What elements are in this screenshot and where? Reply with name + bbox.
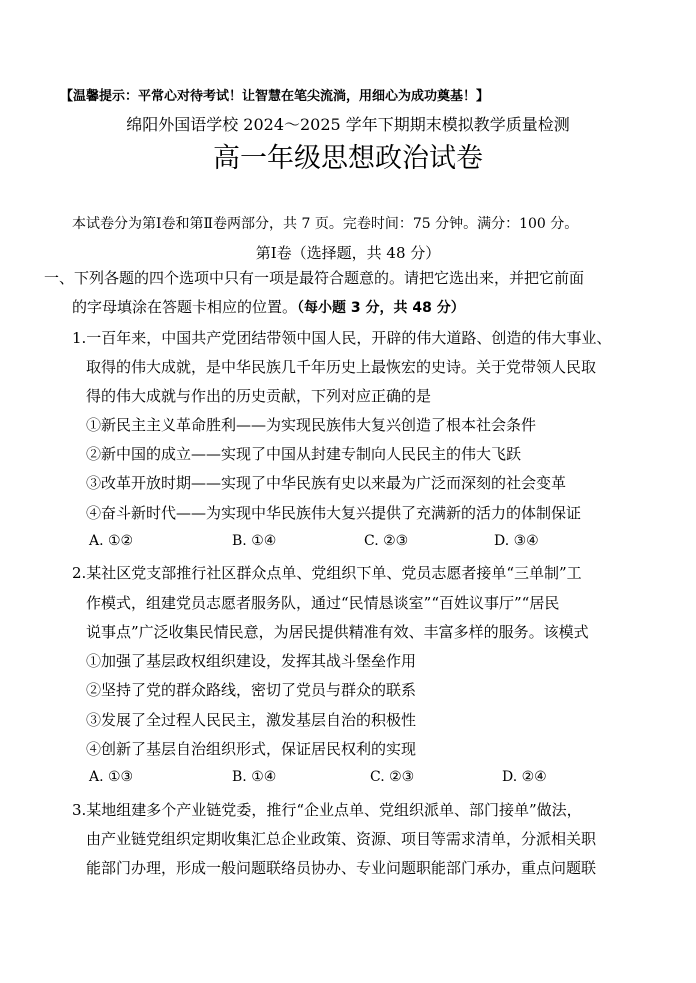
q1-item-3: ③改革开放时期——实现了中华民族有史以来最为广泛而深刻的社会变革 xyxy=(86,474,567,492)
q1-item-2: ②新中国的成立——实现了中国从封建专制向人民民主的伟大飞跃 xyxy=(86,445,522,463)
q3-stem-line1: 3.某地组建多个产业链党委，推行“企业点单、党组织派单、部门接单”做法， xyxy=(72,801,582,819)
section-instruction-line1: 一、下列各题的四个选项中只有一项是最符合题意的。请把它选出来，并把它前面 xyxy=(44,269,585,287)
q2-stem-line1: 2.某社区党支部推行社区群众点单、党组织下单、党员志愿者接单“三单制”工 xyxy=(72,564,582,582)
q3-stem-line3: 能部门办理，形成一般问题联络员协办、专业问题职能部门承办，重点问题联 xyxy=(86,859,597,877)
q2-item-2: ②坚持了党的群众路线，密切了党员与群众的联系 xyxy=(86,681,417,699)
q1-option-c: C. ②③ xyxy=(364,533,409,549)
section-instruction-line2 xyxy=(72,296,465,317)
q1-option-a: A. ①② xyxy=(89,533,134,549)
q1-stem-line2: 取得的伟大成就，是中华民族几千年历史上最恢宏的史诗。关于党带领人民取 xyxy=(86,358,597,376)
exam-intro: 本试卷分为第Ⅰ卷和第Ⅱ卷两部分，共 7 页。完卷时间：75 分钟。满分：100 分。 xyxy=(72,216,579,232)
q2-stem-line2: 作模式，组建党员志愿者服务队，通过“民情恳谈室”“百姓议事厅”“居民 xyxy=(86,594,560,612)
q1-option-b: B. ①④ xyxy=(232,533,277,549)
q2-item-3: ③发展了全过程人民民主，激发基层自治的积极性 xyxy=(86,711,417,729)
q3-stem-line2: 由产业链党组织定期收集汇总企业政策、资源、项目等需求清单，分派相关职 xyxy=(86,830,597,848)
q1-stem-line3: 得的伟大成就与作出的历史贡献，下列对应正确的是 xyxy=(86,387,432,405)
q2-item-1: ①加强了基层政权组织建设，发挥其战斗堡垒作用 xyxy=(86,652,417,670)
q2-option-a: A. ①③ xyxy=(89,769,134,785)
q2-option-c: C. ②③ xyxy=(370,769,415,785)
q2-option-b: B. ①④ xyxy=(232,769,277,785)
part1-heading: 第Ⅰ卷（选择题，共 48 分） xyxy=(255,244,441,262)
q2-stem-line3: 说事点”广泛收集民情民意，为居民提供精准有效、丰富多样的服务。该模式 xyxy=(86,623,589,641)
q1-item-4: ④奋斗新时代——为实现中华民族伟大复兴提供了充满新的活力的体制保证 xyxy=(86,504,582,522)
page-title: 高一年级思想政治试卷 xyxy=(213,143,483,174)
school-line: 绵阳外国语学校 2024～2025 学年下期期末模拟教学质量检测 xyxy=(126,115,570,134)
exam-tip: 【温馨提示：平常心对待考试！让智慧在笔尖流淌，用细心为成功奠基！】 xyxy=(60,89,490,104)
section-instruction-text: 的字母填涂在答题卡相应的位置。 xyxy=(72,298,298,316)
score-note: （每小题 3 分，共 48 分） xyxy=(297,300,465,316)
q1-stem-line1: 1.一百年来，中国共产党团结带领中国人民，开辟的伟大道路、创造的伟大事业、 xyxy=(72,329,612,347)
q2-option-d: D. ②④ xyxy=(502,769,547,785)
q2-item-4: ④创新了基层自治组织形式，保证居民权利的实现 xyxy=(86,740,417,758)
q1-item-1: ①新民主主义革命胜利——为实现民族伟大复兴创造了根本社会条件 xyxy=(86,416,537,434)
q1-option-d: D. ③④ xyxy=(494,533,539,549)
